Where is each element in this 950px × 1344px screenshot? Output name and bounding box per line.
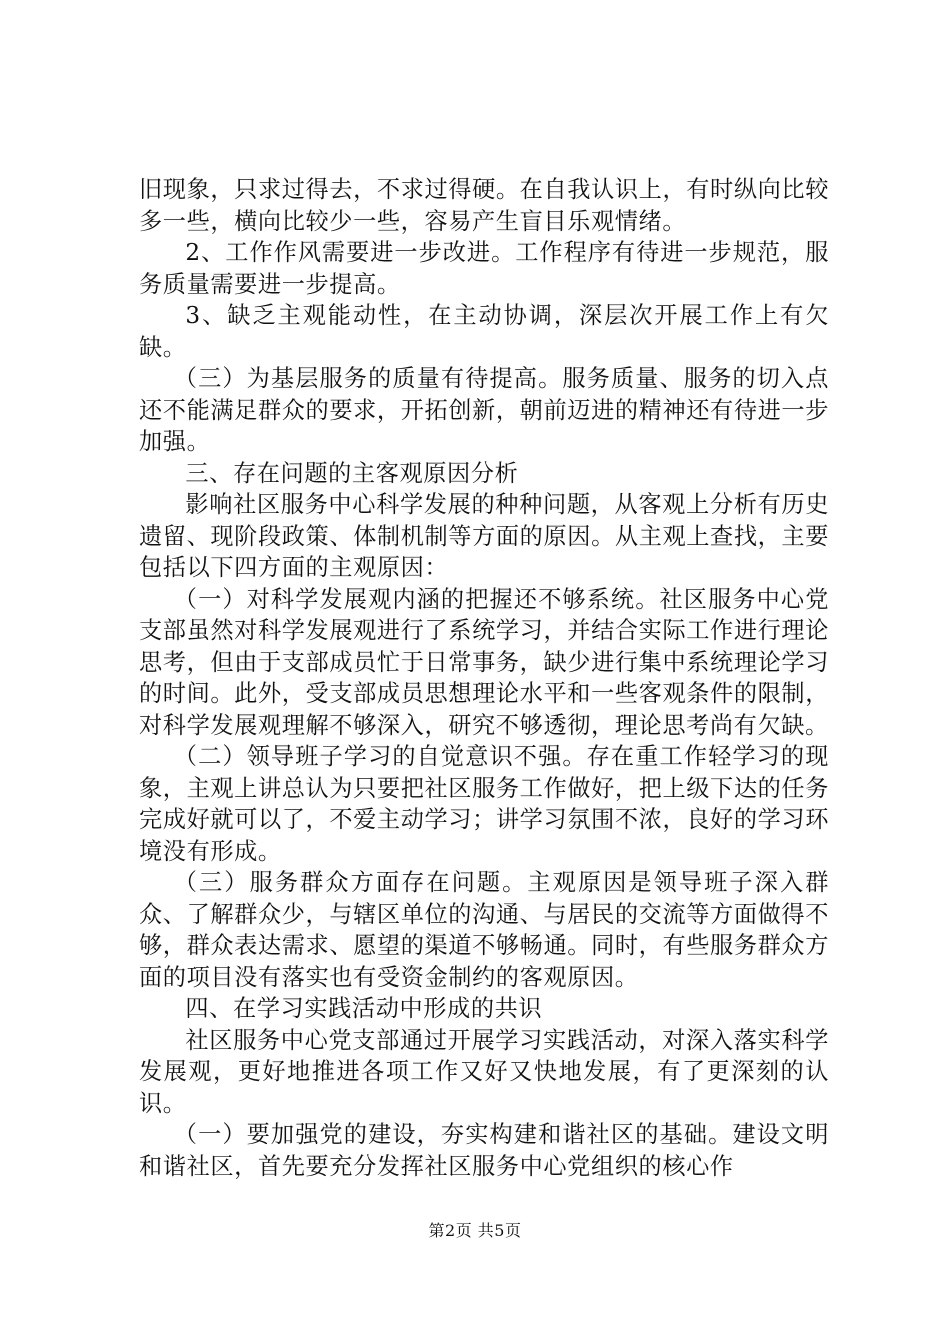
- paragraph-subsection-3: （三）为基层服务的质量有待提高。服务质量、服务的切入点还不能满足群众的要求，开拓创新，朝前迈进的精神还有待进一步加强。: [139, 365, 829, 455]
- paragraph-item-2: 2、工作作风需要进一步改进。工作程序有待进一步规范，服务质量需要进一步提高。: [139, 239, 829, 298]
- document-body: [139, 174, 829, 1182]
- paragraph-consensus-1: （一）要加强党的建设，夯实构建和谐社区的基础。建设文明和谐社区，首先要充分发挥社区服务中心党组织的核心作: [139, 1121, 829, 1180]
- section-heading-4: 四、在学习实践活动中形成的共识: [185, 995, 543, 1022]
- paragraph-continuation: 旧现象，只求过得去，不求过得硬。在自我认识上，有时纵向比较多一些，横向比较少一些，容易产生盲目乐观情绪。: [139, 176, 829, 235]
- paragraph-cause-3: （三）服务群众方面存在问题。主观原因是领导班子深入群众、了解群众少，与辖区单位的沟通、与居民的交流等方面做得不够，群众表达需求、愿望的渠道不够畅通。同时，有些服务群众方面的项目没有落实也有受资金制约的客观原因。: [139, 869, 829, 991]
- paragraph-consensus-intro: 社区服务中心党支部通过开展学习实践活动，对深入落实科学发展观，更好地推进各项工作又好又快地发展，有了更深刻的认识。: [139, 1026, 829, 1117]
- page-number-footer: 第2页 共5页: [428, 1221, 522, 1240]
- section-heading-3: 三、存在问题的主客观原因分析: [185, 459, 519, 487]
- paragraph-cause-1: （一）对科学发展观内涵的把握还不够系统。社区服务中心党支部虽然对科学发展观进行了系统学习，并结合实际工作进行理论思考，但由于支部成员忙于日常事务，缺少进行集中系统理论学习的时间。此外，受支部成员思想理论水平和一些客观条件的限制，对科学发展观理解不够深入，研究不够透彻，理论思考尚有欠缺。: [139, 585, 829, 739]
- paragraph-cause-intro: 影响社区服务中心科学发展的种种问题，从客观上分析有历史遗留、现阶段政策、体制机制等方面的原因。从主观上查找，主要包括以下四方面的主观原因：: [139, 491, 829, 581]
- paragraph-cause-2: （二）领导班子学习的自觉意识不强。存在重工作轻学习的现象，主观上讲总认为只要把社区服务工作做好，把上级下达的任务完成好就可以了，不爱主动学习；讲学习氛围不浓，良好的学习环境没有形成。: [139, 743, 829, 865]
- paragraph-item-3: 3、缺乏主观能动性，在主动协调，深层次开展工作上有欠缺。: [139, 302, 829, 361]
